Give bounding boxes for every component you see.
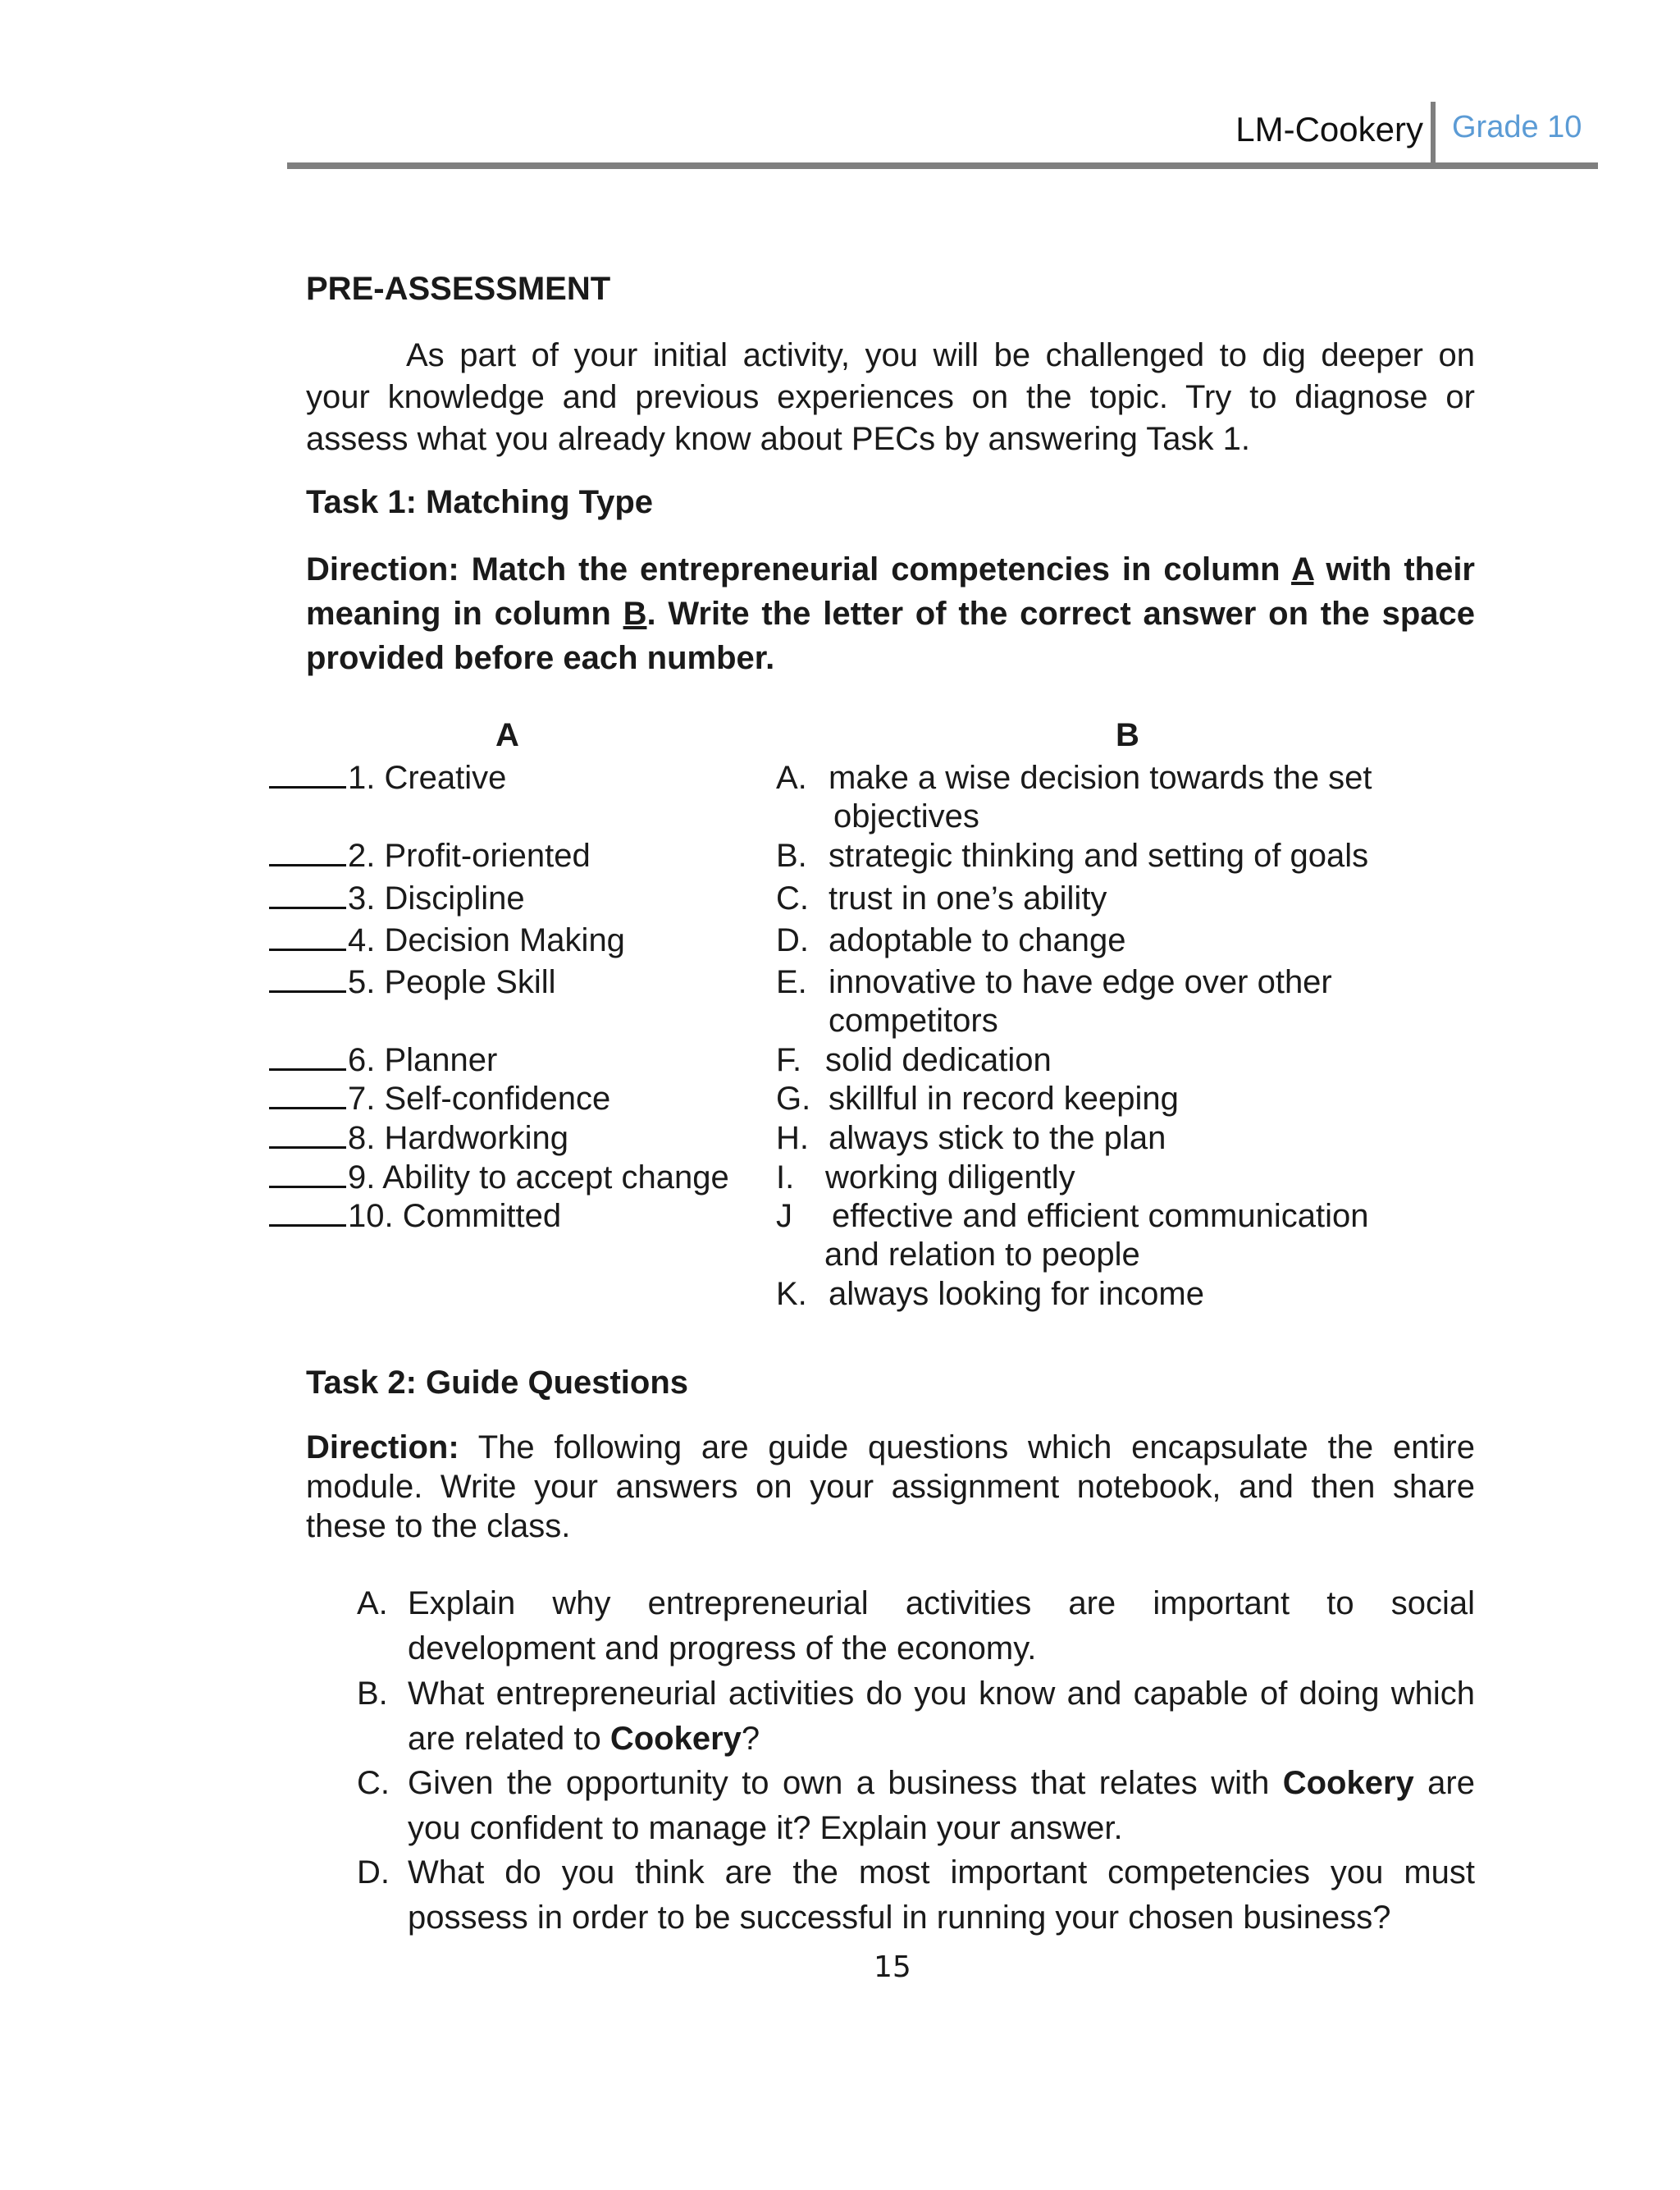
column-a-item-1[interactable]: 1. Creative <box>269 760 506 797</box>
task1-direction-part2: with their meaning in column <box>306 551 1475 632</box>
column-b-item-g: G. skillful in record keeping <box>776 1081 1179 1117</box>
column-b-item-a: A. make a wise decision towards the set <box>776 760 1372 796</box>
task1-direction <box>306 547 1475 680</box>
column-b-item-f: F. solid dedication <box>776 1042 1052 1078</box>
column-a-item-7[interactable]: 7. Self-confidence <box>269 1081 610 1118</box>
header-separator <box>1431 102 1436 162</box>
column-b-item-c: C. trust in one’s ability <box>776 880 1107 917</box>
task2-direction-text: The following are guide questions which encapsulate the entire module. Write your answers on your assignment notebook, and then share these to the class. <box>306 1429 1475 1544</box>
column-b-item-e-cont: competitors <box>829 1003 998 1039</box>
answer-blank-7[interactable] <box>269 1081 346 1109</box>
intro-line-1: As part of your initial activity, you will be challenged to dig deeper on <box>406 337 1475 373</box>
answer-blank-10[interactable] <box>269 1198 346 1227</box>
page-header <box>287 102 1598 167</box>
task1-direction-col-b: B <box>623 596 647 632</box>
page-number: 15 <box>874 1950 911 1984</box>
task1-direction-part1: Direction: Match the entrepreneurial competencies in column <box>306 551 1292 588</box>
answer-blank-8[interactable] <box>269 1120 346 1149</box>
answer-blank-9[interactable] <box>269 1159 346 1188</box>
column-b-item-b: B. strategic thinking and setting of goals <box>776 838 1369 874</box>
column-b-item-h: H. always stick to the plan <box>776 1120 1166 1156</box>
answer-blank-6[interactable] <box>269 1042 346 1071</box>
column-a-item-5[interactable]: 5. People Skill <box>269 964 555 1001</box>
column-a-item-8[interactable]: 8. Hardworking <box>269 1120 568 1157</box>
column-b-item-e: E. innovative to have edge over other <box>776 964 1332 1000</box>
task1-direction-col-a: A <box>1291 551 1314 588</box>
task1-title: Task 1: Matching Type <box>306 484 654 520</box>
column-a-header: A <box>495 717 519 753</box>
answer-blank-4[interactable] <box>269 922 346 951</box>
column-a-item-2[interactable]: 2. Profit-oriented <box>269 838 591 875</box>
header-title: LM-Cookery <box>1235 110 1423 149</box>
header-rule <box>287 162 1598 169</box>
intro-line-2: your knowledge and previous experiences on the topic. Try to diagnose or <box>306 379 1475 415</box>
answer-blank-2[interactable] <box>269 838 346 866</box>
column-b-item-d: D. adoptable to change <box>776 922 1126 958</box>
column-b-item-j-cont: and relation to people <box>824 1237 1140 1273</box>
column-a-item-3[interactable]: 3. Discipline <box>269 880 525 917</box>
column-b-item-k: K. always looking for income <box>776 1276 1204 1312</box>
column-b-header: B <box>1116 717 1139 753</box>
pre-assessment-title: PRE-ASSESSMENT <box>306 271 611 307</box>
pre-assessment-intro <box>306 335 1475 460</box>
task2-title: Task 2: Guide Questions <box>306 1365 689 1401</box>
column-b-item-j: J effective and efficient communication <box>776 1198 1369 1234</box>
column-a-item-10[interactable]: 10. Committed <box>269 1198 561 1235</box>
answer-blank-5[interactable] <box>269 964 346 993</box>
answer-blank-3[interactable] <box>269 880 346 909</box>
task1-direction-part3: . Write the letter of the correct answer on the space provided before each number. <box>306 596 1475 676</box>
column-a-item-6[interactable]: 6. Planner <box>269 1042 497 1079</box>
task2-direction-label: Direction: <box>306 1429 459 1465</box>
guide-questions: A. Explain why entrepreneurial activities are important to social development and progress of the economy. B. What entrepreneurial activities do you know and capable of doing which are related to Cookery? C. Given the opportunity to own a business that relates with Cookery are you confident to manage it? Explain your answer. D. What do you think are the most important competencies you must possess in order to be successful in running your chosen business? <box>357 1585 1475 1936</box>
answer-blank-1[interactable] <box>269 760 346 789</box>
column-a-item-9[interactable]: 9. Ability to accept change <box>269 1159 729 1196</box>
column-a-item-4[interactable]: 4. Decision Making <box>269 922 625 959</box>
column-b-item-i: I. working diligently <box>776 1159 1075 1196</box>
header-grade: Grade 10 <box>1452 110 1582 144</box>
column-b-item-a-cont: objectives <box>833 798 979 834</box>
intro-line-3: assess what you already know about PECs by answering Task 1. <box>306 421 1250 457</box>
task2-direction <box>306 1428 1475 1546</box>
